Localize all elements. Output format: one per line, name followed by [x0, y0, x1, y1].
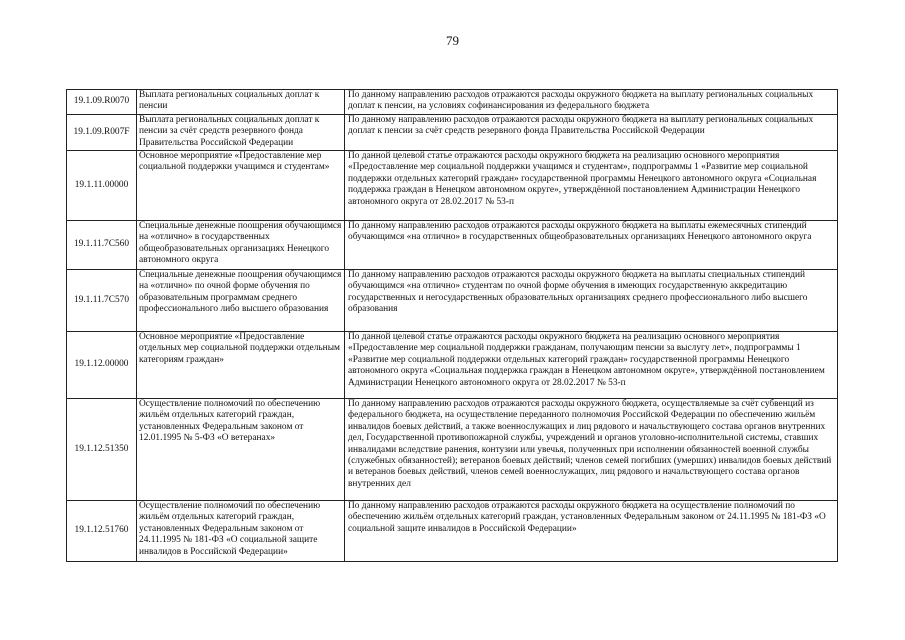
- table-row: [67, 151, 838, 221]
- target-article-code: 19.1.11.7C560: [67, 221, 137, 270]
- target-article-code: 19.1.09.R007F: [67, 115, 137, 151]
- target-article-code: 19.1.11.00000: [67, 151, 137, 221]
- target-article-name: Специальные денежные поощрения обучающимся на «отлично» в государственных общеобразовательных организациях Ненецкого автономного округа: [137, 221, 345, 270]
- target-article-name: Осуществление полномочий по обеспечению жильём отдельных категорий граждан, установленных Федеральным законом от 24.11.1995 № 181-ФЗ «О социальной защите инвалидов в Российской Федерации»: [137, 501, 345, 562]
- target-article-name: Основное мероприятие «Предоставление мер социальной поддержки учащимся и студентам»: [137, 151, 345, 221]
- target-article-name: Осуществление полномочий по обеспечению жильём отдельных категорий граждан, установленных Федеральным законом от 12.01.1995 № 5-ФЗ «О ветеранах»: [137, 399, 345, 501]
- target-article-description: По данному направлению расходов отражаются расходы окружного бюджета на выплату региональных социальных доплат к пенсии за счёт средств резервного фонда Правительства Российской Федерации: [345, 115, 838, 151]
- table-row: [67, 115, 838, 151]
- budget-classification-table: [66, 89, 838, 562]
- target-article-name: Основное мероприятие «Предоставление отдельных мер социальной поддержки отдельным категориям граждан»: [137, 332, 345, 399]
- page-number: 79: [446, 33, 459, 48]
- target-article-description: По данному направлению расходов отражаются расходы окружного бюджета на выплаты ежемесячных стипендий обучающимся «на отлично» в государственных общеобразовательных организациях Ненецкого автономного округа: [345, 221, 838, 270]
- table-row: [67, 221, 838, 270]
- target-article-code: 19.1.12.00000: [67, 332, 137, 399]
- target-article-description: По данному направлению расходов отражаются расходы окружного бюджета на осуществление полномочий по обеспечению жильём отдельных категорий граждан, установленных Федеральным законом от 24.11.1995 № 181-ФЗ «О социальной защите инвалидов в Российской Федерации»: [345, 501, 838, 562]
- table-row: [67, 270, 838, 332]
- target-article-description: По данной целевой статье отражаются расходы окружного бюджета на реализацию основного мероприятия «Предоставление мер социальной поддержки гражданам, получающим пенсии за выслугу лет», подпрограммы 1 «Развитие мер социальной поддержки отдельных категорий граждан» государственной программы Ненецкого автономного округа «Социальная поддержка граждан в Ненецком автономном округе», утверждённой постановлением Администрации Ненецкого автономного округа от 28.02.2017 № 53-п: [345, 332, 838, 399]
- table-row: [67, 501, 838, 562]
- target-article-name: Специальные денежные поощрения обучающимся на «отлично» по очной форме обучения по образовательным программам среднего профессионального либо высшего образования: [137, 270, 345, 332]
- target-article-name: Выплата региональных социальных доплат к пенсии: [137, 90, 345, 115]
- table-row: [67, 90, 838, 115]
- target-article-description: По данному направлению расходов отражаются расходы окружного бюджета на выплаты специальных стипендий обучающимся «на отлично» студентам по очной форме обучения в имеющих государственную аккредитацию государственных и негосударственных образовательных организациях среднего профессионального либо высшего образования: [345, 270, 838, 332]
- target-article-code: 19.1.12.51760: [67, 501, 137, 562]
- target-article-description: По данному направлению расходов отражаются расходы окружного бюджета на выплату региональных социальных доплат к пенсии, на условиях софинансирования из федерального бюджета: [345, 90, 838, 115]
- target-article-code: 19.1.11.7C570: [67, 270, 137, 332]
- target-article-name: Выплата региональных социальных доплат к пенсии за счёт средств резервного фонда Правительства Российской Федерации: [137, 115, 345, 151]
- table-row: [67, 399, 838, 501]
- target-article-code: 19.1.09.R0070: [67, 90, 137, 115]
- target-article-description: По данному направлению расходов отражаются расходы окружного бюджета, осуществляемые за счёт субвенций из федерального бюджета, на осуществление переданного полномочия Российской Федерации по обеспечению жильём инвалидов боевых действий, а также военнослужащих и лиц рядового и начальствующего состава органов внутренних дел, Государственной противопожарной службы, учреждений и органов уголовно-исполнительной системы, ставших инвалидами вследствие ранения, контузии или увечья, полученных при исполнении обязанностей военной службы (служебных обязанностей); ветеранов боевых действий; членов семей погибших (умерших) инвалидов боевых действий и ветеранов боевых действий, членов семей военнослужащих, лиц рядового и начальствующего состава органов внутренних дел: [345, 399, 838, 501]
- target-article-description: По данной целевой статье отражаются расходы окружного бюджета на реализацию основного мероприятия «Предоставление мер социальной поддержки учащимся и студентам», подпрограммы 1 «Развитие мер социальной поддержки отдельных категорий граждан» государственной программы Ненецкого автономного округа «Социальная поддержка граждан в Ненецком автономном округе», утверждённой постановлением Администрации Ненецкого автономного округа от 28.02.2017 № 53-п: [345, 151, 838, 221]
- target-article-code: 19.1.12.51350: [67, 399, 137, 501]
- table-row: [67, 332, 838, 399]
